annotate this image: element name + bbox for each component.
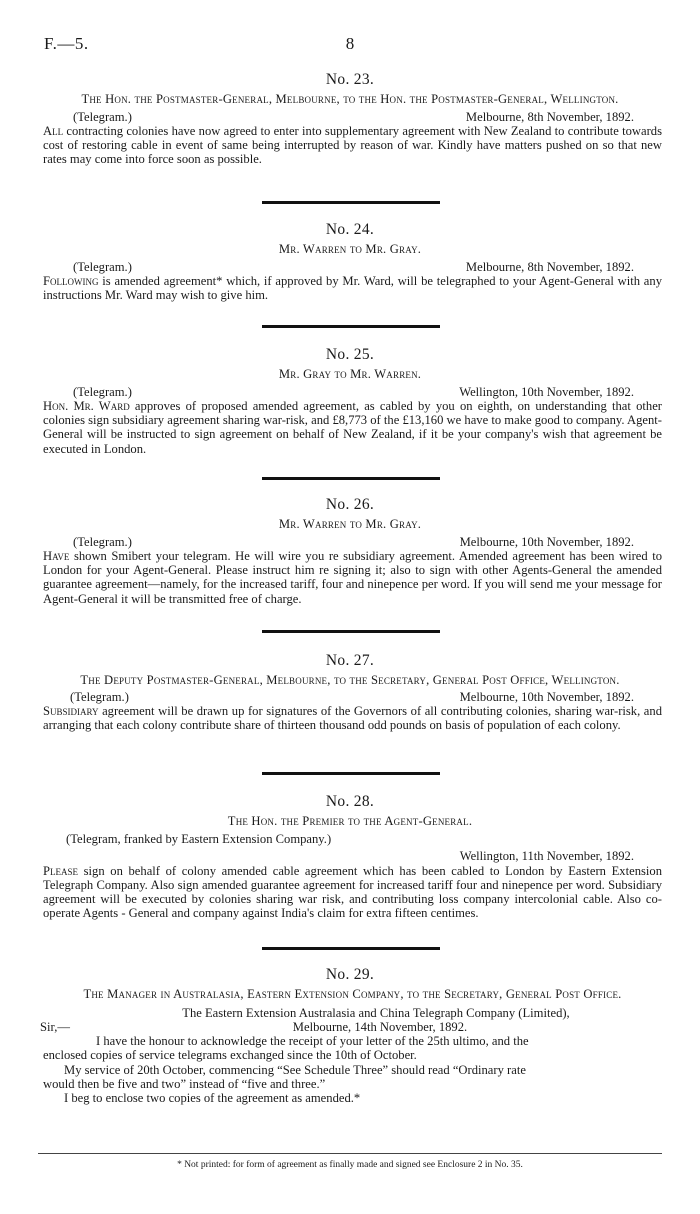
footnote: * Not printed: for form of agreement as finally made and signed see Enclosure 2 in No. 35.: [177, 1160, 523, 1170]
salutation-row: [0, 1020, 700, 1035]
document-body: [0, 274, 700, 302]
body-text: is amended agreement* which, if approved by Mr. Ward, will be telegraphed to your Agent-General with any instructions Mr. Ward may wish to give him.: [43, 274, 662, 303]
document-heading: The Hon. the Premier to the Agent-General.: [227, 814, 473, 828]
telegram-meta: [0, 385, 700, 400]
telegram-label: (Telegram.): [73, 384, 132, 399]
document-number: No. 27.: [325, 652, 375, 669]
document-body: [0, 864, 700, 921]
paragraph-1-continuation: enclosed copies of service telegrams exchanged since the 10th of October.: [43, 1048, 417, 1063]
lead-word: Have: [43, 549, 70, 563]
document-no-27: [0, 651, 700, 732]
document-no-26: [0, 495, 700, 606]
paragraph-2-continuation: would then be five and two” instead of “five and three.”: [43, 1076, 326, 1091]
document-body: [0, 549, 700, 606]
document-number: No. 29.: [325, 966, 375, 983]
document-number: No. 25.: [325, 346, 375, 363]
document-no-23: [0, 70, 700, 167]
document-heading: Mr. Warren to Mr. Gray.: [278, 517, 422, 531]
body-text: agreement will be drawn up for signatures of the Governors of all contributing colonies, sharing war-risk, and arranging that each colony contribute share of thirteen thousand odd pounds on basis of population of each colony.: [43, 704, 662, 733]
document-number: No. 28.: [325, 793, 375, 810]
document-heading: The Manager in Australasia, Eastern Extension Company, to the Secretary, General Post Office.: [83, 987, 622, 1001]
place-date: Melbourne, 14th November, 1892.: [292, 1019, 468, 1034]
document-no-24: [0, 220, 700, 302]
place-date: Melbourne, 10th November, 1892.: [459, 689, 634, 704]
place-date: Wellington, 10th November, 1892.: [459, 384, 634, 399]
page-header: [0, 0, 700, 60]
document-number: No. 26.: [325, 496, 375, 513]
document-no-28: [0, 792, 700, 920]
place-date: Wellington, 11th November, 1892.: [459, 849, 634, 863]
document-number: No. 24.: [325, 221, 375, 238]
document-heading: The Deputy Postmaster-General, Melbourne, to the Secretary, General Post Office, Wellington.: [80, 673, 620, 687]
section-divider: [262, 325, 440, 328]
body-text: shown Smibert your telegram. He will wire you re subsidiary agreement. Amended agreement has been wired to London for your Agent-General. Please instruct him re signing it; also to sign with other Agents-General the amended guarantee agreement—namely, for the increased tariff, four and ninepence per word. If you will send me your message for Agent-General it will be transmitted free of charge.: [43, 549, 662, 606]
telegram-label: (Telegram, franked by Eastern Extension Company.): [66, 831, 332, 846]
place-date: Melbourne, 8th November, 1892.: [465, 109, 634, 124]
document-heading: The Hon. the Postmaster-General, Melbourne, to the Hon. the Postmaster-General, Wellington.: [81, 92, 619, 106]
paragraph-1-first-line: I have the honour to acknowledge the receipt of your letter of the 25th ultimo, and the: [96, 1034, 529, 1049]
section-divider: [262, 477, 440, 480]
document-no-25: [0, 345, 700, 456]
document-heading: Mr. Gray to Mr. Warren.: [278, 367, 422, 381]
document-heading: Mr. Warren to Mr. Gray.: [278, 242, 422, 256]
place-date-row: [0, 849, 700, 864]
telegram-label: (Telegram.): [70, 689, 129, 704]
document-body: [0, 399, 700, 456]
footnote-rule: [38, 1153, 662, 1154]
document-number: No. 23.: [325, 71, 375, 88]
telegram-label: (Telegram.): [73, 534, 132, 549]
section-divider: [262, 201, 440, 204]
section-divider: [262, 630, 440, 633]
page-number: 8: [345, 34, 355, 53]
place-date: Melbourne, 8th November, 1892.: [465, 259, 634, 274]
place-date: Melbourne, 10th November, 1892.: [459, 534, 634, 549]
salutation: Sir,—: [40, 1019, 70, 1034]
paragraph-3: I beg to enclose two copies of the agreement as amended.*: [64, 1091, 361, 1106]
company-name: The Eastern Extension Australasia and China Telegraph Company (Limited),: [182, 1005, 570, 1020]
telegram-label: (Telegram.): [73, 109, 132, 124]
lead-word: All: [43, 124, 64, 138]
telegram-meta: [0, 690, 700, 705]
document-body: [0, 704, 700, 732]
document-no-29: [0, 965, 700, 1105]
paragraph-2-first-line: My service of 20th October, commencing “See Schedule Three” should read “Ordinary rate: [64, 1062, 526, 1077]
telegram-meta: [0, 535, 700, 550]
document-body: [0, 124, 700, 167]
section-divider: [262, 772, 440, 775]
body-text: contracting colonies have now agreed to enter into supplementary agreement with New Zealand to contribute towards cost of restoring cable in event of same being interrupted by reason of war. Kindly have matters pushed on so that new rates may come into force soon as possible.: [43, 124, 662, 167]
lead-word: Please: [43, 863, 79, 878]
lead-word: Hon. Mr. Ward: [43, 399, 130, 413]
telegram-meta: [0, 110, 700, 125]
lead-word: Following: [43, 274, 99, 288]
section-divider: [262, 947, 440, 950]
body-text: sign on behalf of colony amended cable agreement which has been cabled to London by Eastern Extension Telegraph Company. Also sign amended guarantee agreement for increased tariff four and ninepence per word. Subsidiary agreement will be executed by colonies sharing war risk, and contributing loss company intercolonial cable. Also co-operate Agents - General and company against India's claim for extra fifteen centimes.: [43, 863, 662, 921]
telegram-meta: [0, 260, 700, 275]
telegram-meta: [0, 832, 700, 847]
body-text: approves of proposed amended agreement, as cabled by you on eighth, on understanding that other colonies sign subsidiary agreement sharing war-risk, and £8,773 of the £13,160 we have to make good to company. Agent-General will be instructed to sign agreement on behalf of New Zealand, if it be your company's wish that agreement be executed in London.: [43, 399, 662, 456]
telegram-label: (Telegram.): [73, 259, 132, 274]
lead-word: Subsidiary: [43, 704, 99, 718]
folio-reference: F.—5.: [44, 34, 89, 53]
